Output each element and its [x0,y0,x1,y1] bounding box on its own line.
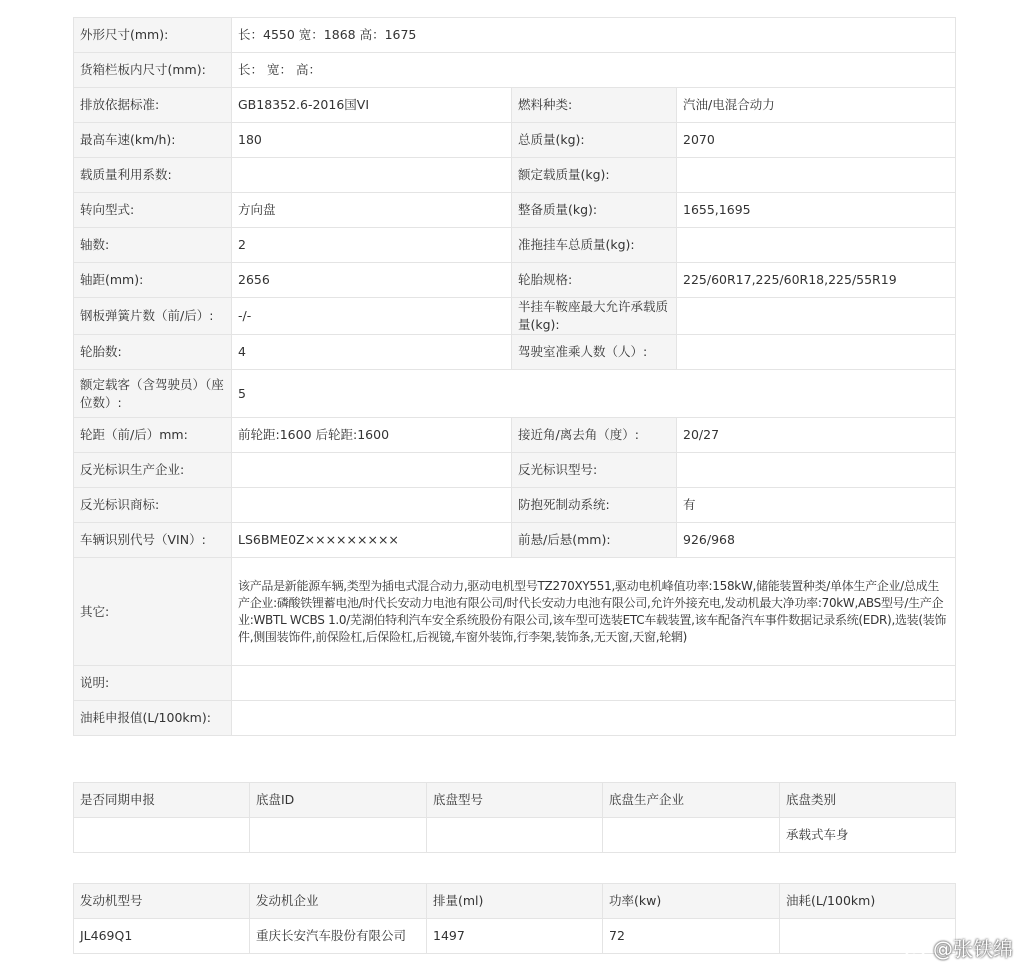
track-value: 前轮距:1600 后轮距:1600 [232,418,512,453]
angles-label: 接近角/离去角（度）: [512,418,677,453]
other-label: 其它: [74,558,232,666]
fuel-value: 汽油/电混合动力 [677,88,956,123]
wheelbase-value: 2656 [232,263,512,298]
abs-value: 有 [677,488,956,523]
spec-row-abs [74,488,956,523]
spec-row-steering [74,193,956,228]
chassis-cell [250,818,427,853]
engine-header-cell: 发动机企业 [250,884,427,919]
curb-mass-label: 整备质量(kg): [512,193,677,228]
spec-row-axles [74,228,956,263]
reflector-maker-label: 反光标识生产企业: [74,453,232,488]
spec-row-dimensions [74,18,956,53]
engine-header-cell: 排量(ml) [427,884,603,919]
spec-row-seats [74,370,956,418]
chassis-header-cell: 底盘生产企业 [603,783,780,818]
reflector-model-label: 反光标识型号: [512,453,677,488]
vin-label: 车辆识别代号（VIN）: [74,523,232,558]
watermark-text: @张铁绵 [933,937,1013,961]
leaf-springs-label: 钢板弹簧片数（前/后）: [74,298,232,335]
track-label: 轮距（前/后）mm: [74,418,232,453]
spec-row-tires [74,335,956,370]
remarks-value [232,666,956,701]
angles-value: 20/27 [677,418,956,453]
spec-row-speed [74,123,956,158]
tire-count-label: 轮胎数: [74,335,232,370]
dimensions-label: 外形尺寸(mm): [74,18,232,53]
fuel-consumption-value [232,701,956,736]
reflector-maker-value [232,453,512,488]
engine-table [73,883,956,954]
towing-mass-value [677,228,956,263]
spec-row-springs [74,298,956,335]
spec-row-fuel-consumption [74,701,956,736]
emission-value: GB18352.6-2016国VI [232,88,512,123]
curb-mass-value: 1655,1695 [677,193,956,228]
chassis-cell [603,818,780,853]
spec-row-load [74,158,956,193]
chassis-data-row [74,818,956,853]
tire-spec-label: 轮胎规格: [512,263,677,298]
dimensions-value: 长：4550 宽：1868 高：1675 [232,18,956,53]
saddle-load-label: 半挂车鞍座最大允许承载质量(kg): [512,298,677,335]
chassis-header-row [74,783,956,818]
engine-cell: JL469Q1 [74,919,250,954]
engine-data-row [74,919,956,954]
tire-spec-value: 225/60R17,225/60R18,225/55R19 [677,263,956,298]
fuel-label: 燃料种类: [512,88,677,123]
spec-row-wheelbase [74,263,956,298]
chassis-header-cell: 底盘ID [250,783,427,818]
weibo-icon [905,939,929,957]
rated-load-value [677,158,956,193]
rated-load-label: 额定载质量(kg): [512,158,677,193]
chassis-cell: 承载式车身 [780,818,956,853]
vehicle-spec-table [73,17,956,736]
cargo-box-label: 货箱栏板内尺寸(mm): [74,53,232,88]
load-util-value [232,158,512,193]
chassis-table [73,782,956,853]
axles-label: 轴数: [74,228,232,263]
gross-mass-value: 2070 [677,123,956,158]
engine-header-row [74,884,956,919]
engine-cell: 重庆长安汽车股份有限公司 [250,919,427,954]
chassis-header-cell: 底盘型号 [427,783,603,818]
engine-header-cell: 油耗(L/100km) [780,884,956,919]
overhang-label: 前悬/后悬(mm): [512,523,677,558]
max-speed-label: 最高车速(km/h): [74,123,232,158]
chassis-cell [427,818,603,853]
remarks-label: 说明: [74,666,232,701]
other-value: 该产品是新能源车辆,类型为插电式混合动力,驱动电机型号TZ270XY551,驱动电机峰值功率:158kW,储能装置种类/单体生产企业/总成生产企业:磷酸铁锂蓄电池/时代长安动力电池有限公司/时代长安动力电池有限公司,允许外接充电,发动机最大净功率:70kW,ABS型号/生产企业:WBTL WCBS 1.0/芜湖伯特利汽车安全系统股份有限公司,该车型可选装ETC车载装置,该车配备汽车事件数据记录系统(EDR),选装(装饰件,侧围装饰件,前保险杠,后保险杠,后视镜,车窗外装饰,行李架,装饰条,无天窗,天窗,轮辋) [232,558,956,666]
chassis-cell [74,818,250,853]
cargo-box-value: 长： 宽： 高： [232,53,956,88]
reflector-brand-value [232,488,512,523]
abs-label: 防抱死制动系统: [512,488,677,523]
vin-value: LS6BME0Z××××××××× [232,523,512,558]
tire-count-value: 4 [232,335,512,370]
spec-row-reflector [74,453,956,488]
leaf-springs-value: -/- [232,298,512,335]
spec-row-track [74,418,956,453]
spec-row-remarks [74,666,956,701]
gross-mass-label: 总质量(kg): [512,123,677,158]
spec-row-other [74,558,956,666]
watermark [905,933,1013,962]
axles-value: 2 [232,228,512,263]
seats-label: 额定载客（含驾驶员）（座位数）: [74,370,232,418]
emission-label: 排放依据标准: [74,88,232,123]
spec-row-cargo-box [74,53,956,88]
chassis-header-cell: 是否同期申报 [74,783,250,818]
wheelbase-label: 轴距(mm): [74,263,232,298]
reflector-model-value [677,453,956,488]
spec-row-vin [74,523,956,558]
cab-passengers-value [677,335,956,370]
cab-passengers-label: 驾驶室准乘人数（人）: [512,335,677,370]
engine-header-cell: 发动机型号 [74,884,250,919]
max-speed-value: 180 [232,123,512,158]
engine-header-cell: 功率(kw) [603,884,780,919]
reflector-brand-label: 反光标识商标: [74,488,232,523]
overhang-value: 926/968 [677,523,956,558]
fuel-consumption-label: 油耗申报值(L/100km): [74,701,232,736]
steering-label: 转向型式: [74,193,232,228]
saddle-load-value [677,298,956,335]
load-util-label: 载质量利用系数: [74,158,232,193]
towing-mass-label: 准拖挂车总质量(kg): [512,228,677,263]
engine-cell: 72 [603,919,780,954]
steering-value: 方向盘 [232,193,512,228]
engine-cell: 1497 [427,919,603,954]
spec-row-emission [74,88,956,123]
chassis-header-cell: 底盘类别 [780,783,956,818]
seats-value: 5 [232,370,956,418]
